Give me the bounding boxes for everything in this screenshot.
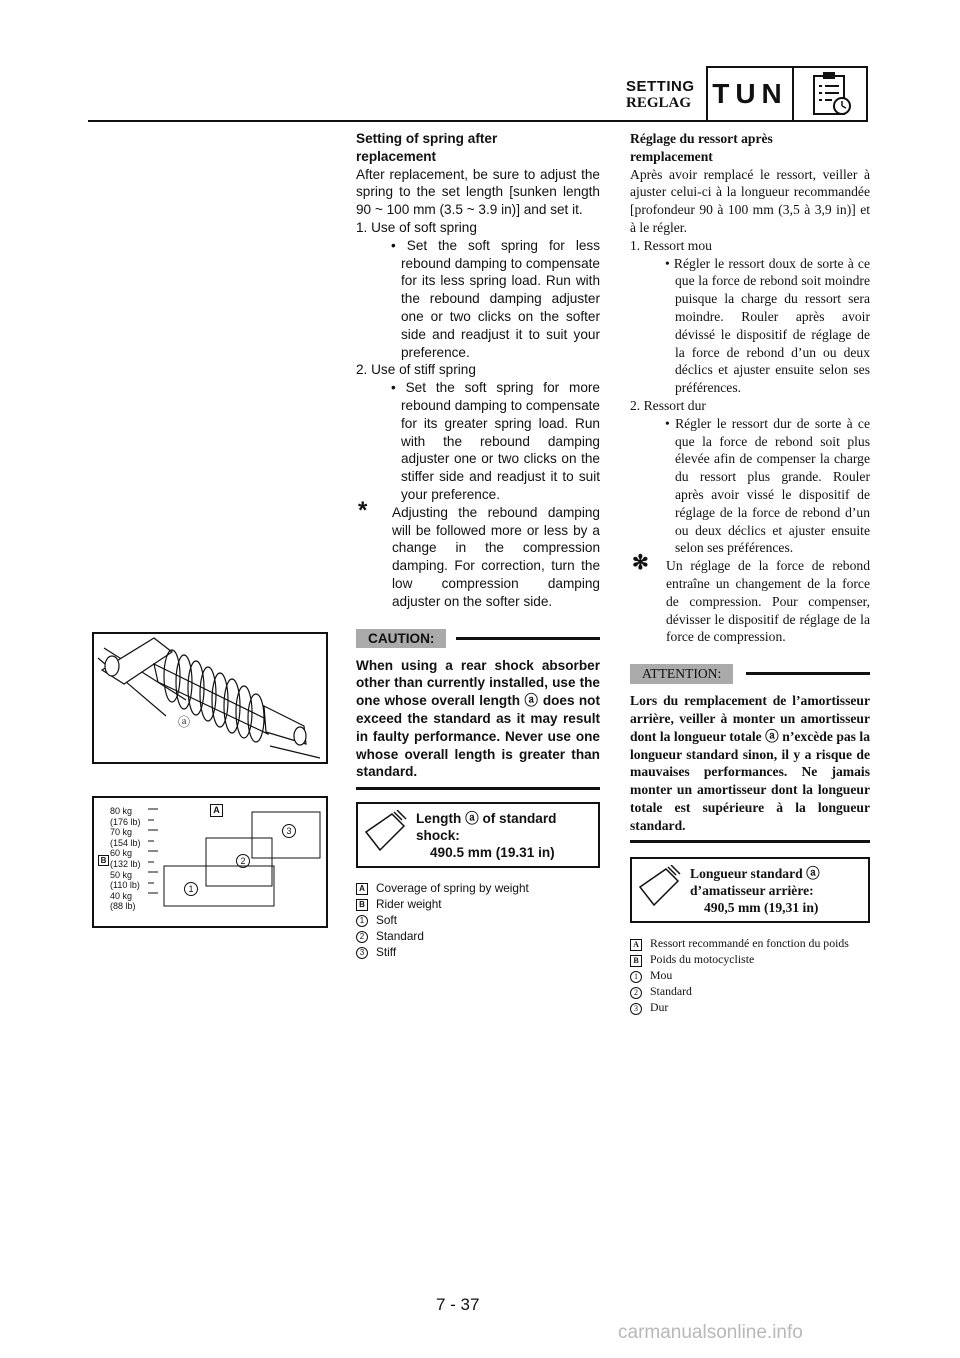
section-title: Réglage du ressort après	[630, 131, 773, 146]
legend-item: 1 Soft	[356, 912, 600, 928]
clipboard-stopwatch-icon	[792, 66, 868, 122]
weight-tick: 60 kg	[110, 848, 133, 859]
spec-value: 490,5 mm (19,31 in)	[704, 900, 819, 916]
step-1-bullet: • Set the soft spring for less rebound damping to compensate for its less spring load. Run with the rebound damping adjuster one or two clicks on the softer side and readjust it to suit your preference.	[391, 237, 600, 360]
zone-stiff: 3	[282, 824, 296, 838]
english-column	[356, 130, 600, 960]
legend	[356, 880, 600, 960]
label-A: A	[210, 804, 223, 817]
wrench-icon	[638, 865, 682, 909]
caution-rule	[456, 637, 600, 640]
legend-item: 2 Standard	[356, 928, 600, 944]
french-column	[630, 130, 870, 1015]
zone-soft: 1	[184, 882, 198, 896]
weight-tick: 70 kg	[110, 827, 133, 838]
spring-coverage-figure	[92, 796, 328, 928]
caution-header	[356, 629, 600, 649]
legend-item: 3 Dur	[630, 999, 870, 1015]
intro-paragraph: After replacement, be sure to adjust the spring to the set length [sunken length 90 ~ 100 mm (3.5 ~ 3.9 in)] and set it.	[356, 166, 600, 218]
note	[630, 552, 870, 646]
weight-tick: 40 kg	[110, 890, 133, 901]
caution-label: CAUTION:	[356, 629, 446, 649]
coverage-zones	[94, 798, 326, 926]
weight-tick: 80 kg	[110, 806, 133, 816]
spec-line-1: Longueur standard ⓐ	[690, 866, 820, 882]
caution-text: When using a rear shock absorber other than currently installed, use the one whose overall length ⓐ does not exceed the standard as it may result in faulty performance. Never use one whose overall length is greater than standard.	[356, 657, 600, 780]
step-2-bullet: • Set the soft spring for more rebound damping to compensate for its greater spring load. Run with the rebound damping adjuster one or two clicks on the stiffer side and readjust it to suit your preference.	[391, 380, 600, 502]
length-a-label: ⓐ	[178, 715, 191, 729]
legend-item: A Ressort recommandé en fonction du poids	[630, 935, 870, 951]
legend-item: 2 Standard	[630, 983, 870, 999]
weight-tick: (88 lb)	[110, 901, 136, 912]
spec-line-2: d’amatisseur arrière:	[690, 883, 814, 899]
weight-tick: (154 lb)	[110, 837, 141, 848]
caution-end-rule	[356, 787, 600, 790]
header-rule	[88, 120, 868, 122]
header-setting: SETTING	[626, 78, 695, 95]
section-title: Setting of spring after	[356, 131, 498, 146]
spec-box	[356, 802, 600, 868]
note-text: Adjusting the rebound damping will be followed more or less by a change in the compression damping. For correction, turn the low compression damping adjuster on the softer side.	[392, 504, 600, 609]
tab-tun: TUN	[706, 66, 794, 122]
legend	[630, 935, 870, 1015]
step-2: 2. Use of stiff spring	[356, 362, 476, 378]
caution-label: ATTENTION:	[630, 664, 733, 684]
section-title: remplacement	[630, 148, 713, 164]
page-number: 7 - 37	[436, 1295, 480, 1314]
step-1: 1. Use of soft spring	[356, 219, 477, 235]
label-B: B	[98, 855, 109, 866]
spec-line-2: shock:	[416, 828, 460, 844]
weight-tick: 50 kg	[110, 869, 133, 880]
zone-standard: 2	[236, 854, 250, 868]
legend-item: B Poids du motocycliste	[630, 951, 870, 967]
spec-value: 490.5 mm (19.31 in)	[430, 845, 555, 861]
asterisk-note-icon: ✻	[632, 552, 649, 575]
header-reglag: REGLAG	[626, 95, 692, 111]
section-title: replacement	[356, 148, 437, 164]
step-1: 1. Ressort mou	[630, 237, 712, 253]
weight-tick: (176 lb)	[110, 816, 141, 827]
weight-tick: (132 lb)	[110, 858, 141, 869]
wrench-icon	[364, 810, 408, 854]
note-text: Un réglage de la force de rebond entraîne un changement de la force de compression. Pour compenser, dévisser le dispositif de réglage de la force de compression.	[666, 558, 870, 645]
legend-item: 1 Mou	[630, 967, 870, 983]
caution-header	[630, 664, 870, 684]
step-1-bullet: • Régler le ressort doux de sorte à ce que la force de rebond soit moindre puisque la charge du ressort sera moindre. Rouler après avoir dévissé le dispositif de réglage de la force de rebond d’un ou deux déclics et ajuster ensuite selon ses préférences.	[665, 255, 870, 396]
legend-item: A Coverage of spring by weight	[356, 880, 600, 896]
weight-tick: (110 lb)	[110, 880, 140, 891]
legend-item: 3 Stiff	[356, 944, 600, 960]
legend-item: B Rider weight	[356, 896, 600, 912]
asterisk-note-icon: *	[358, 496, 368, 524]
note	[356, 496, 600, 611]
caution-text: Lors du remplacement de l’amortisseur arrière, veiller à monter un amortisseur dont la longueur totale ⓐ n’excède pas la longueur standard sinon, il y a risque de mauvaises performances. Ne jamais monter un amortisseur dont la longueur totale est supérieure à la longueur standard.	[630, 693, 870, 833]
watermark: carmanualsonline.info	[618, 1322, 803, 1343]
shock-absorber-figure	[92, 632, 328, 764]
step-2: 2. Ressort dur	[630, 397, 706, 413]
caution-end-rule	[630, 840, 870, 843]
spec-line-1: Length ⓐ of standard	[416, 811, 557, 827]
intro-paragraph: Après avoir remplacé le ressort, veiller à ajuster celui-ci à la longueur recommandée [profondeur 90 à 100 mm (3,5 à 3,9 in)] et à le régler.	[630, 166, 870, 235]
spec-box	[630, 857, 870, 923]
caution-rule	[746, 672, 870, 675]
step-2-bullet: • Régler le ressort dur de sorte à ce que la force de rebond soit plus élevée afin de compenser la charge du ressort plus grande. Rouler après avoir vissé le dispositif de réglage de la force de rebond d’un ou deux déclics et ajuster ensuite selon ses préférences.	[665, 415, 870, 556]
